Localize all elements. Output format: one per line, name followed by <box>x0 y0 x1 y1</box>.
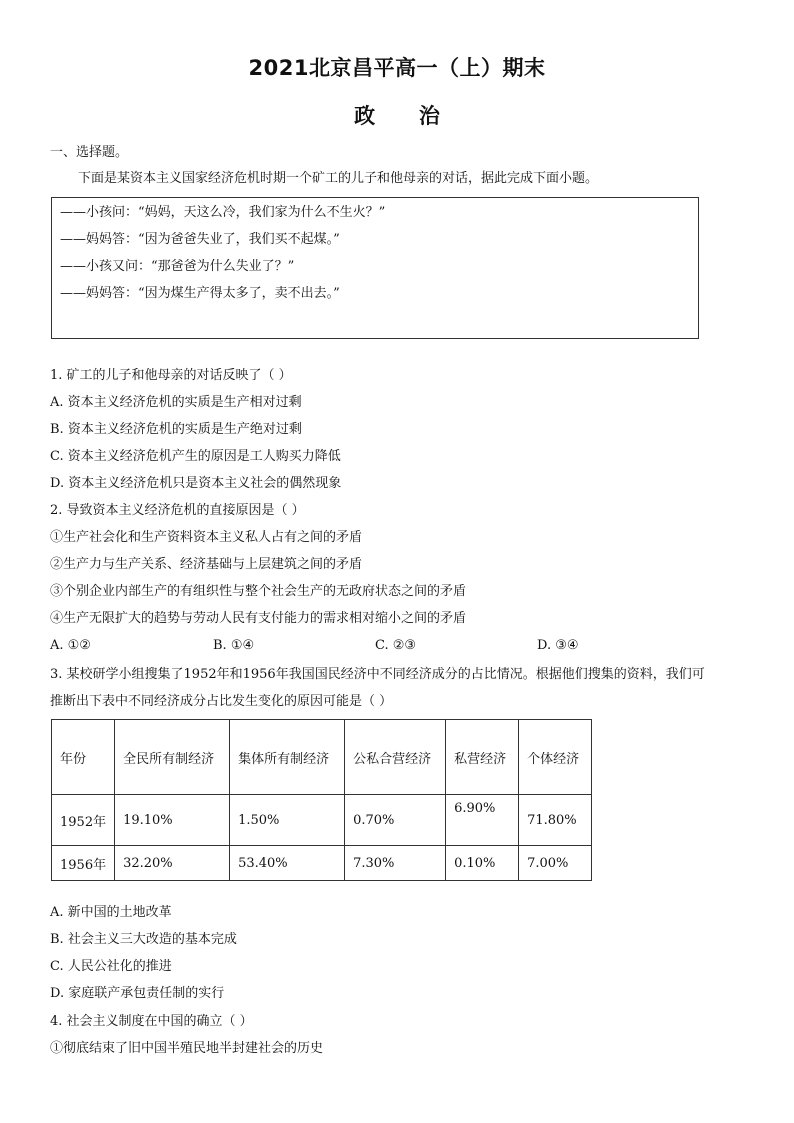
dialog-line: ——妈妈答：“因为爸爸失业了，我们买不起煤。” <box>60 232 340 247</box>
q2-option-d: D. ③④ <box>537 638 579 653</box>
table-row <box>52 846 592 881</box>
dialog-line: ——妈妈答：“因为煤生产得太多了，卖不出去。” <box>60 286 340 301</box>
table-cell: 53.40% <box>230 846 345 881</box>
question-1-stem: 1. 矿工的儿子和他母亲的对话反映了（ ） <box>50 368 292 383</box>
section-heading: 一、选择题。 <box>50 145 129 160</box>
table-cell: 1952年 <box>52 795 115 846</box>
dialog-box <box>51 197 699 339</box>
q2-item-3: ③个别企业内部生产的有组织性与整个社会生产的无政府状态之间的矛盾 <box>50 584 467 599</box>
page-title: 2021北京昌平高一（上）期末 <box>248 56 546 80</box>
q1-option-c: C. 资本主义经济危机产生的原因是工人购买力降低 <box>50 449 341 464</box>
table-cell: 19.10% <box>115 795 230 846</box>
question-4-stem: 4. 社会主义制度在中国的确立（ ） <box>50 1014 253 1029</box>
table-header-cell: 集体所有制经济 <box>230 720 345 795</box>
table-cell: 1956年 <box>52 846 115 881</box>
dialog-line: ——小孩问：“妈妈，天这么冷，我们家为什么不生火？” <box>60 205 386 220</box>
table-header-cell: 公私合营经济 <box>345 720 446 795</box>
q3-option-d: D. 家庭联产承包责任制的实行 <box>50 986 225 1001</box>
table-row <box>52 795 592 846</box>
q2-item-4: ④生产无限扩大的趋势与劳动人民有支付能力的需求相对缩小之间的矛盾 <box>50 611 467 626</box>
q1-option-a: A. 资本主义经济危机的实质是生产相对过剩 <box>50 395 302 410</box>
table-cell: 7.00% <box>519 846 592 881</box>
table-header-cell: 个体经济 <box>519 720 592 795</box>
table-header-cell: 全民所有制经济 <box>115 720 230 795</box>
table-cell: 32.20% <box>115 846 230 881</box>
subject-title: 政 治 <box>354 104 440 128</box>
table-cell: 0.70% <box>345 795 446 846</box>
q2-option-b: B. ①④ <box>213 638 255 653</box>
table-cell: 7.30% <box>345 846 446 881</box>
q3-option-b: B. 社会主义三大改造的基本完成 <box>50 932 237 947</box>
table-cell: 1.50% <box>230 795 345 846</box>
q2-option-a: A. ①② <box>50 638 91 653</box>
q2-item-2: ②生产力与生产关系、经济基础与上层建筑之间的矛盾 <box>50 557 363 572</box>
table-cell: 71.80% <box>519 795 592 846</box>
question-3-stem-line1: 3. 某校研学小组搜集了1952年和1956年我国国民经济中不同经济成分的占比情况。根据他们搜集的资料，我们可 <box>50 667 705 682</box>
q4-item-1: ①彻底结束了旧中国半殖民地半封建社会的历史 <box>50 1041 324 1056</box>
question-2-stem: 2. 导致资本主义经济危机的直接原因是（ ） <box>50 503 305 518</box>
q2-options <box>50 638 750 656</box>
table-header-row <box>52 720 592 795</box>
q1-option-d: D. 资本主义经济危机只是资本主义社会的偶然现象 <box>50 476 342 491</box>
q2-item-1: ①生产社会化和生产资料资本主义私人占有之间的矛盾 <box>50 530 363 545</box>
question-3-stem-line2: 推断出下表中不同经济成分占比发生变化的原因可能是（ ） <box>50 694 393 709</box>
intro-text: 下面是某资本主义国家经济危机时期一个矿工的儿子和他母亲的对话，据此完成下面小题。 <box>78 171 599 186</box>
q3-option-c: C. 人民公社化的推进 <box>50 959 172 974</box>
dialog-line: ——小孩又问：“那爸爸为什么失业了？” <box>60 259 295 274</box>
table-header-cell: 年份 <box>52 720 115 795</box>
table-header-cell: 私营经济 <box>446 720 519 795</box>
q2-option-c: C. ②③ <box>375 638 417 653</box>
economy-share-table <box>51 719 592 881</box>
table-cell: 6.90% <box>446 795 519 846</box>
table-cell: 0.10% <box>446 846 519 881</box>
q3-option-a: A. 新中国的土地改革 <box>50 905 172 920</box>
q1-option-b: B. 资本主义经济危机的实质是生产绝对过剩 <box>50 422 302 437</box>
